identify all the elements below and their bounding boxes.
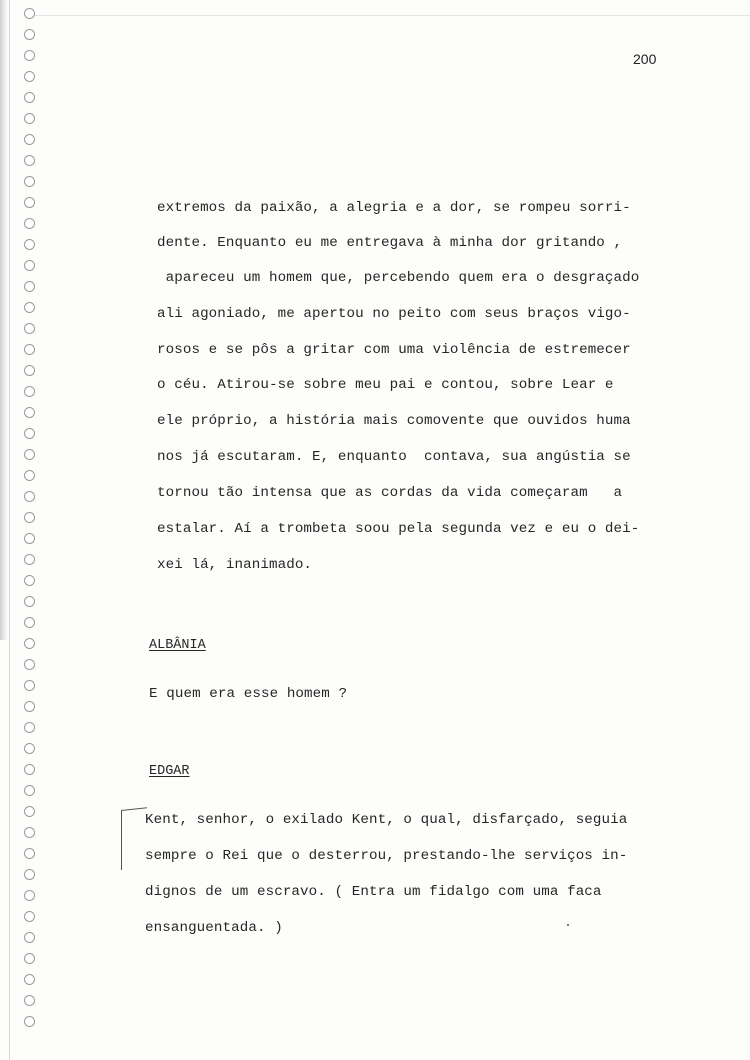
- punch-hole-icon: [24, 890, 35, 901]
- binding-edge: [0, 0, 8, 640]
- punch-hole-icon: [24, 1016, 35, 1027]
- page-number: 200: [633, 51, 657, 67]
- text-line: ali agoniado, me apertou no peito com seus braços vigo-: [157, 306, 631, 322]
- punch-hole-icon: [24, 785, 35, 796]
- punch-hole-icon: [24, 8, 35, 19]
- punch-hole-icon: [24, 176, 35, 187]
- punch-hole-icon: [24, 827, 35, 838]
- punch-hole-icon: [24, 92, 35, 103]
- margin-bracket-mark: [121, 810, 132, 870]
- punch-hole-icon: [24, 323, 35, 334]
- punch-hole-icon: [24, 701, 35, 712]
- punch-hole-icon: [24, 974, 35, 985]
- punch-hole-icon: [24, 659, 35, 670]
- punch-hole-icon: [24, 848, 35, 859]
- punch-hole-icon: [24, 218, 35, 229]
- text-line: estalar. Aí a trombeta soou pela segunda vez e eu o dei-: [157, 521, 640, 537]
- punch-hole-icon: [24, 638, 35, 649]
- binding-line: [9, 0, 10, 1060]
- punch-hole-icon: [24, 449, 35, 460]
- punch-hole-icon: [24, 869, 35, 880]
- punch-hole-icon: [24, 953, 35, 964]
- text-line: sempre o Rei que o desterrou, prestando-lhe serviços in-: [145, 848, 628, 864]
- punch-hole-icon: [24, 617, 35, 628]
- punch-hole-icon: [24, 281, 35, 292]
- punch-hole-icon: [24, 29, 35, 40]
- punch-hole-icon: [24, 743, 35, 754]
- punch-hole-icon: [24, 134, 35, 145]
- punch-hole-icon: [24, 113, 35, 124]
- text-line: xei lá, inanimado.: [157, 557, 313, 573]
- speaker-name-albania: ALBÂNIA: [149, 638, 206, 653]
- punch-hole-icon: [24, 260, 35, 271]
- punch-hole-icon: [24, 680, 35, 691]
- text-line: extremos da paixão, a alegria e a dor, se rompeu sorri-: [157, 200, 631, 216]
- text-line: tornou tão intensa que as cordas da vida começaram a: [157, 485, 623, 501]
- punch-hole-icon: [24, 302, 35, 313]
- punch-hole-icon: [24, 596, 35, 607]
- text-line: o céu. Atirou-se sobre meu pai e contou, sobre Lear e: [157, 377, 614, 393]
- punch-hole-icon: [24, 995, 35, 1006]
- punch-hole-icon: [24, 722, 35, 733]
- ink-speck: [567, 924, 569, 926]
- punch-hole-icon: [24, 155, 35, 166]
- punch-hole-icon: [24, 365, 35, 376]
- punch-hole-icon: [24, 239, 35, 250]
- punch-hole-icon: [24, 71, 35, 82]
- text-line: nos já escutaram. E, enquanto contava, sua angústia se: [157, 449, 631, 465]
- punch-hole-icon: [24, 911, 35, 922]
- text-line: Kent, senhor, o exilado Kent, o qual, disfarçado, seguia: [145, 812, 628, 828]
- punch-hole-icon: [24, 764, 35, 775]
- punch-hole-icon: [24, 932, 35, 943]
- dialogue-line: E quem era esse homem ?: [149, 686, 348, 702]
- punch-hole-icon: [24, 575, 35, 586]
- punch-hole-icon: [24, 491, 35, 502]
- punch-hole-icon: [24, 806, 35, 817]
- punch-hole-icon: [24, 428, 35, 439]
- text-line: dignos de um escravo. ( Entra um fidalgo com uma faca: [145, 884, 602, 900]
- punch-hole-icon: [24, 407, 35, 418]
- text-line: dente. Enquanto eu me entregava à minha dor gritando ,: [157, 235, 623, 251]
- punch-hole-icon: [24, 344, 35, 355]
- punch-hole-icon: [24, 512, 35, 523]
- text-line: rosos e se pôs a gritar com uma violência de estremecer: [157, 342, 631, 358]
- top-rule: [30, 15, 750, 16]
- text-line: apareceu um homem que, percebendo quem era o desgraçado: [157, 270, 640, 286]
- punch-holes-column: [24, 8, 40, 1028]
- text-line: ele próprio, a história mais comovente que ouvidos huma: [157, 413, 631, 429]
- speaker-name-edgar: EDGAR: [149, 764, 190, 779]
- text-line: ensanguentada. ): [145, 920, 283, 936]
- punch-hole-icon: [24, 50, 35, 61]
- punch-hole-icon: [24, 386, 35, 397]
- punch-hole-icon: [24, 533, 35, 544]
- punch-hole-icon: [24, 197, 35, 208]
- punch-hole-icon: [24, 470, 35, 481]
- punch-hole-icon: [24, 554, 35, 565]
